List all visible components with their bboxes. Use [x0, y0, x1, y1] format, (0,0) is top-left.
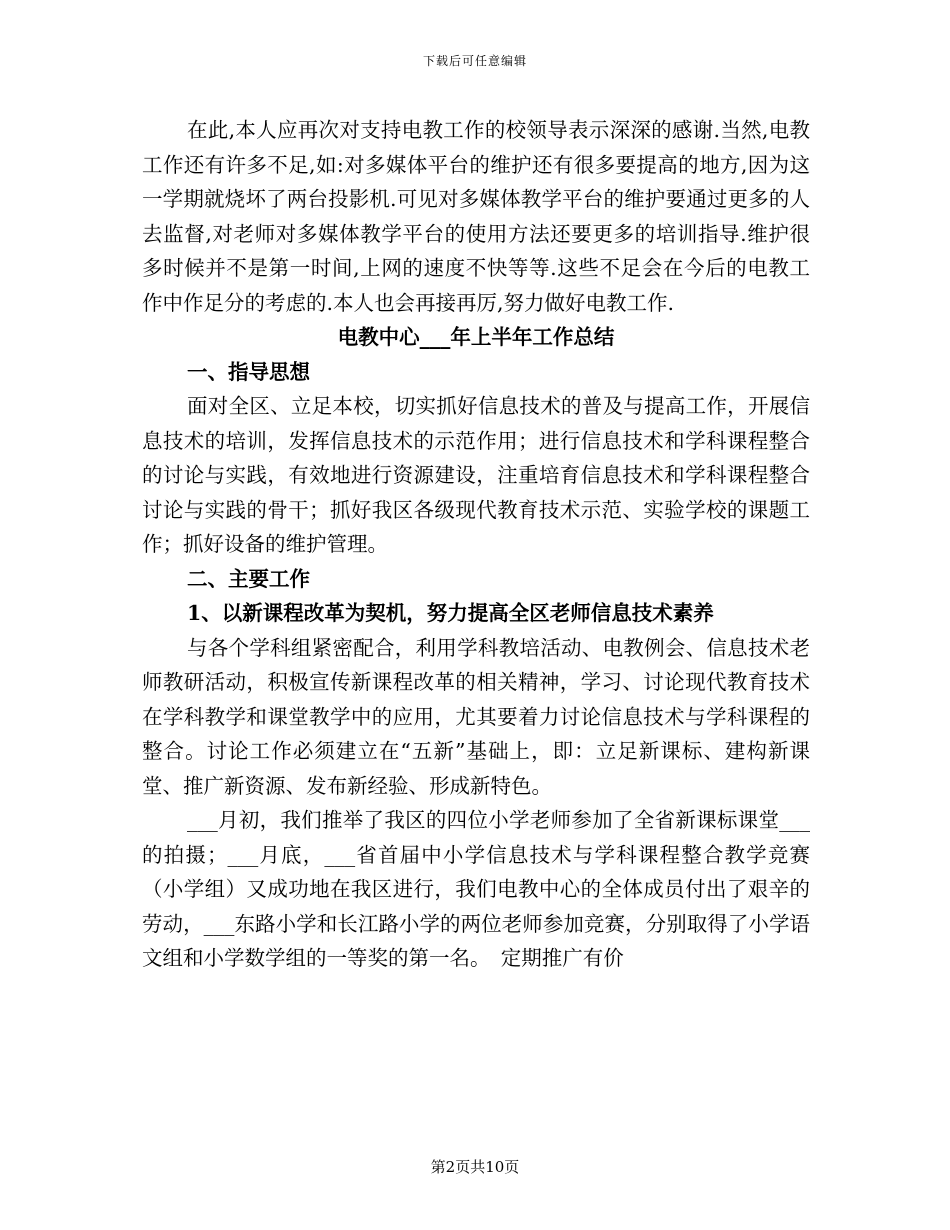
- paragraph-competition: ___月初，我们推举了我区的四位小学老师参加了全省新课标课堂___的拍摄；___月底，___省首届中小学信息技术与学科课程整合教学竞赛（小学组）又成功地在我区进行，我们电教中心的全体成员付出了艰辛的劳动，___东路小学和长江路小学的两位老师参加竞赛，分别取得了小学语文组和小学数学组的一等奖的第一名。 定期推广有价: [142, 808, 810, 970]
- paragraph-curriculum-reform: 与各个学科组紧密配合，利用学科教培活动、电教例会、信息技术老师教研活动，积极宣传新课程改革的相关精神，学习、讨论现代教育技术在学科教学和课堂教学中的应用，尤其要着力讨论信息技术与学科课程的整合。讨论工作必须建立在“五新”基础上，即：立足新课标、建构新课堂、推广新资源、发布新经验、形成新特色。: [142, 635, 810, 798]
- section-heading-main-work: 二、主要工作: [187, 566, 310, 591]
- page-number: 第2页共10页: [430, 1158, 520, 1176]
- subsection-heading-new-curriculum: 1、以新课程改革为契机，努力提高全区老师信息技术素养: [187, 601, 714, 625]
- paragraph-guiding-ideology: 面对全区、立足本校，切实抓好信息技术的普及与提高工作，开展信息技术的培训，发挥信息技术的示范作用；进行信息技术和学科课程整合的讨论与实践，有效地进行资源建设，注重培育信息技术和学科课程整合讨论与实践的骨干；抓好我区各级现代教育技术示范、实验学校的课题工作；抓好设备的维护管理。: [142, 394, 810, 556]
- document-title: 电教中心___年上半年工作总结: [337, 325, 615, 349]
- section-heading-guiding-ideology: 一、指导思想: [187, 359, 310, 384]
- document-body: [142, 113, 810, 976]
- page-header: 下载后可任意编辑: [422, 54, 527, 68]
- paragraph-thanks: 在此,本人应再次对支持电教工作的校领导表示深深的感谢.当然,电教工作还有许多不足,如:对多媒体平台的维护还有很多要提高的地方,因为这一学期就烧坏了两台投影机.可见对多媒体教学平台的维护要通过更多的人去监督,对老师对多媒体教学平台的使用方法还要更多的培训指导.维护很多时候并不是第一时间,上网的速度不快等等.这些不足会在今后的电教工作中作足分的考虑的.本人也会再接再厉,努力做好电教工作.: [142, 118, 810, 315]
